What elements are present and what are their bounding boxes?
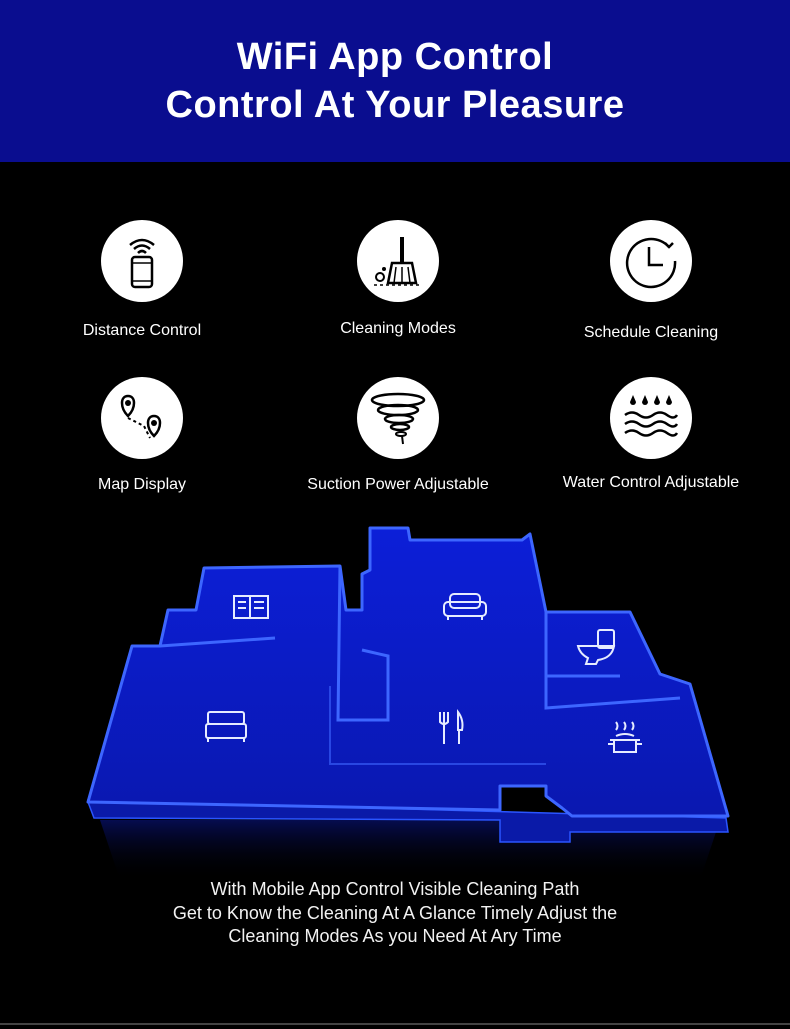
feature-label: Water Control Adjustable [562,474,740,491]
caption [0,878,790,949]
map-route-icon [114,390,170,446]
broom-icon [370,233,426,289]
tornado-icon [368,390,428,446]
feature-suction-power [278,377,518,493]
caption-line-3: Cleaning Modes As you Need At Ary Time [228,926,562,946]
feature-water-control [531,377,771,491]
feature-schedule-cleaning [531,220,771,341]
caption-line-1: With Mobile App Control Visible Cleaning Path [210,879,580,899]
page-title-line-2: Control At Your Pleasure [165,84,625,126]
feature-label: Map Display [97,476,187,493]
feature-icon-circle [610,220,692,302]
feature-cleaning-modes [278,220,518,337]
feature-map-display [22,377,262,493]
floor-plan-map [0,520,790,880]
feature-icon-circle [101,377,183,459]
floor-outline [88,528,728,816]
caption-line-2: Get to Know the Cleaning At A Glance Timely Adjust the [172,902,618,923]
feature-icon-circle [101,220,183,302]
feature-label: Cleaning Modes [340,320,456,337]
clock-icon [623,233,679,289]
header-banner [0,0,790,162]
feature-distance-control [22,220,262,339]
phone-signal-icon [117,233,167,289]
feature-label: Distance Control [82,322,202,339]
feature-icon-circle [357,377,439,459]
floor-plan-svg [0,520,790,880]
feature-icon-circle [357,220,439,302]
bottom-divider [0,1023,790,1025]
page-title-line-1: WiFi App Control [236,36,554,78]
feature-label: Schedule Cleaning [583,324,719,341]
feature-icon-circle [610,377,692,459]
feature-label: Suction Power Adjustable [307,476,489,493]
water-level-icon [623,393,679,443]
